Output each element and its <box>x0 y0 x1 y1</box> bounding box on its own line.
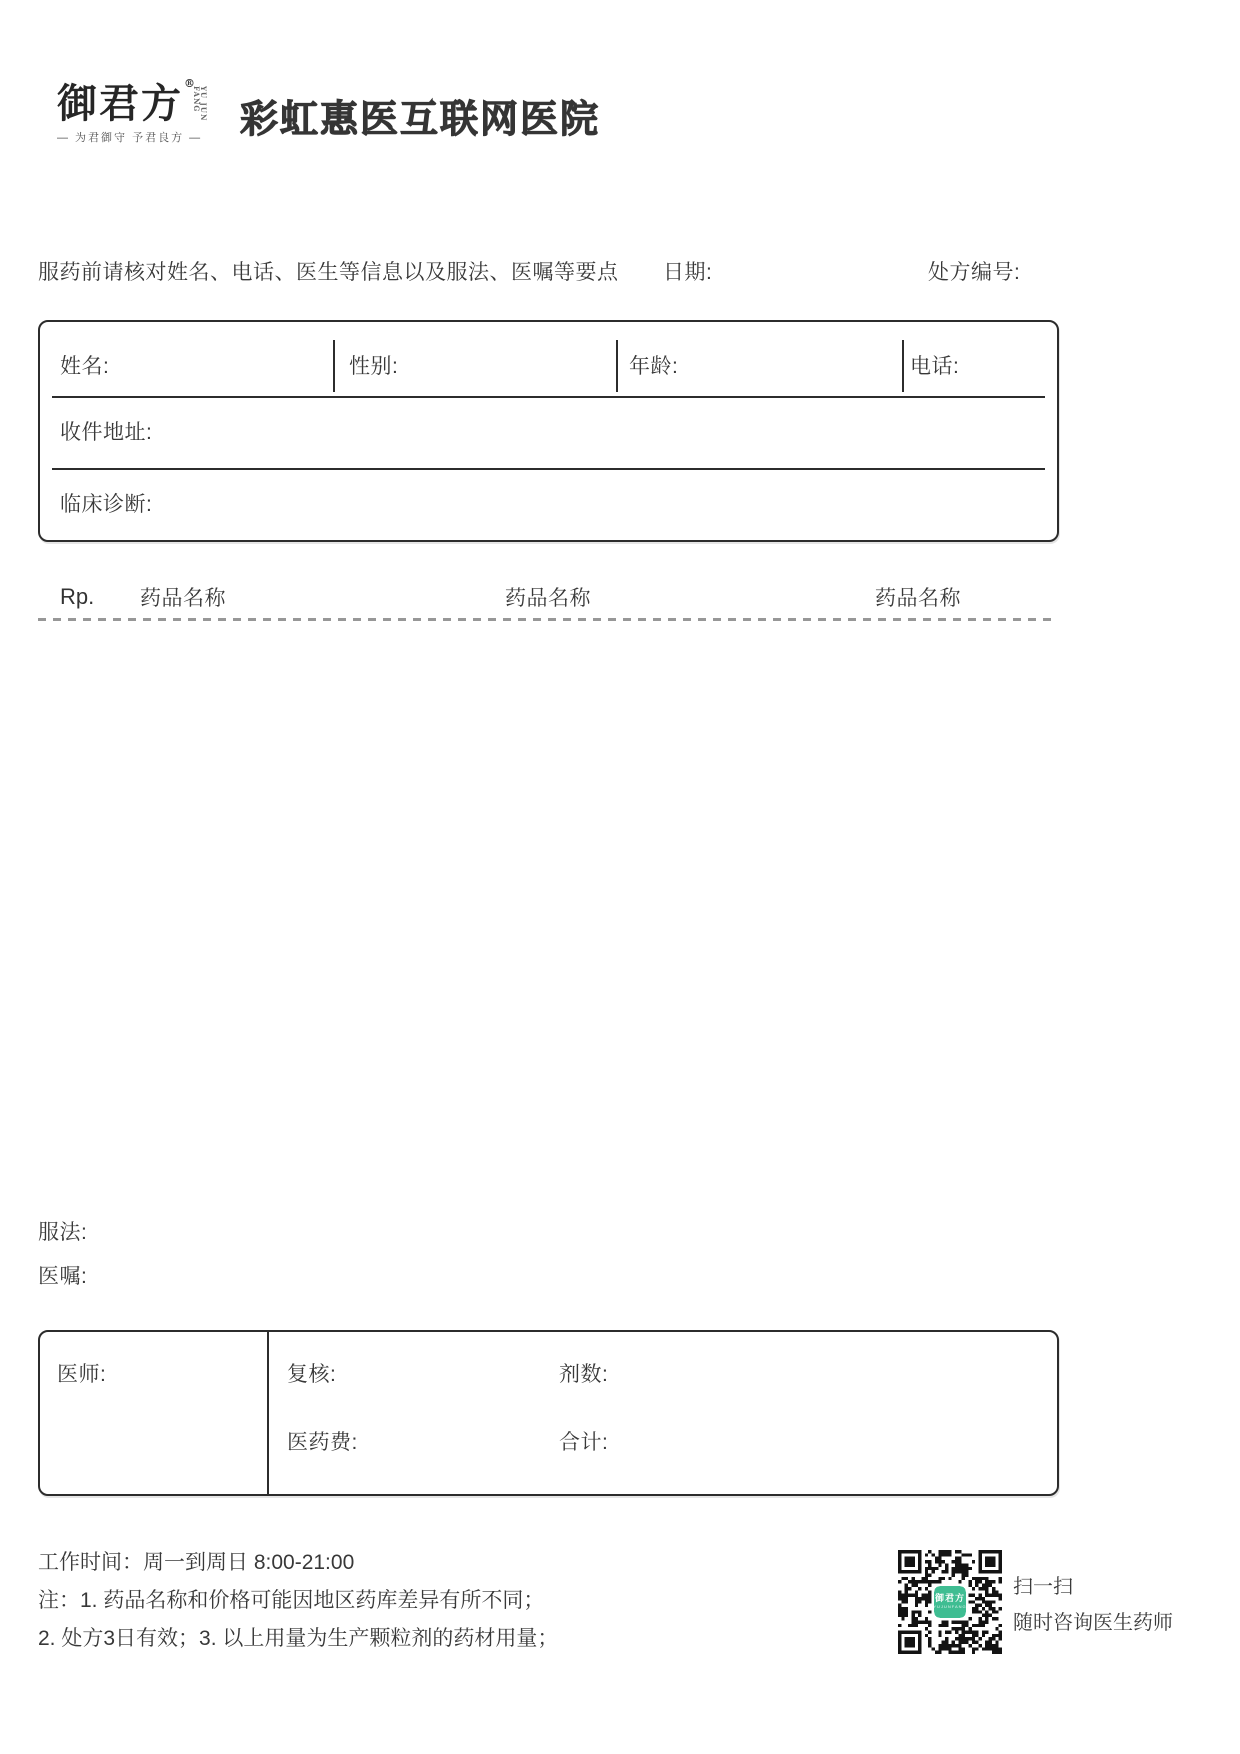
medication-notice: 服药前请核对姓名、电话、医生等信息以及服法、医嘱等要点 <box>38 261 619 284</box>
qr-center-logo-text: 御君方 YUJUNFANG <box>933 1592 967 1609</box>
brand-logo-characters: 御君方 <box>57 80 183 127</box>
prescription-number-label: 处方编号: <box>928 261 1021 284</box>
scan-label: 扫一扫 <box>1013 1576 1073 1598</box>
date-label: 日期: <box>663 261 713 284</box>
drug-name-column-header: 药品名称 <box>505 587 591 610</box>
work-hours: 工作时间：周一到周日 8:00-21:00 <box>38 1551 355 1574</box>
medical-fee-label: 医药费: <box>287 1431 358 1454</box>
doctor-label: 医师: <box>57 1363 107 1386</box>
doses-label: 剂数: <box>559 1363 609 1386</box>
doctor-advice-label: 医嘱: <box>38 1265 88 1288</box>
footer-note-1: 注：1. 药品名称和价格可能因地区药库差异有所不同； <box>38 1589 545 1612</box>
qr-center-logo-subtext: YUJUNFANG <box>933 1603 967 1609</box>
patient-gender-label: 性别: <box>349 355 399 378</box>
signoff-box <box>38 1330 1059 1496</box>
usage-label: 服法: <box>38 1221 88 1244</box>
drug-name-column-header: 药品名称 <box>140 587 226 610</box>
review-label: 复核: <box>287 1363 337 1386</box>
patient-phone-label: 电话: <box>910 355 960 378</box>
patient-info-box <box>38 320 1059 542</box>
clinical-diagnosis-label: 临床诊断: <box>60 493 153 516</box>
brand-logo <box>57 77 208 144</box>
brand-logo-pinyin: YU JUN FANG <box>192 86 208 122</box>
hospital-title: 彩虹惠医互联网医院 <box>240 99 601 141</box>
signoff-column-divider <box>267 1332 269 1494</box>
row-divider <box>52 468 1045 470</box>
brand-tagline: — 为君御守 予君良方 — <box>57 132 203 144</box>
drug-name-column-header: 药品名称 <box>875 587 961 610</box>
footer-note-2: 2. 处方3日有效；3. 以上用量为生产颗粒剂的药材用量； <box>38 1627 559 1650</box>
column-divider <box>902 340 904 392</box>
brand-logo-text <box>57 77 208 127</box>
shipping-address-label: 收件地址: <box>60 421 153 444</box>
row-divider <box>52 396 1045 398</box>
patient-age-label: 年龄: <box>629 355 679 378</box>
dashed-separator <box>38 618 1055 621</box>
column-divider <box>616 340 618 392</box>
qr-code <box>898 1550 1002 1654</box>
patient-name-label: 姓名: <box>60 355 110 378</box>
total-label: 合计: <box>559 1431 609 1454</box>
rp-label: Rp. <box>60 584 95 609</box>
column-divider <box>333 340 335 392</box>
registered-trademark-mark: ® <box>184 77 197 90</box>
scan-hint-label: 随时咨询医生药师 <box>1013 1612 1173 1634</box>
